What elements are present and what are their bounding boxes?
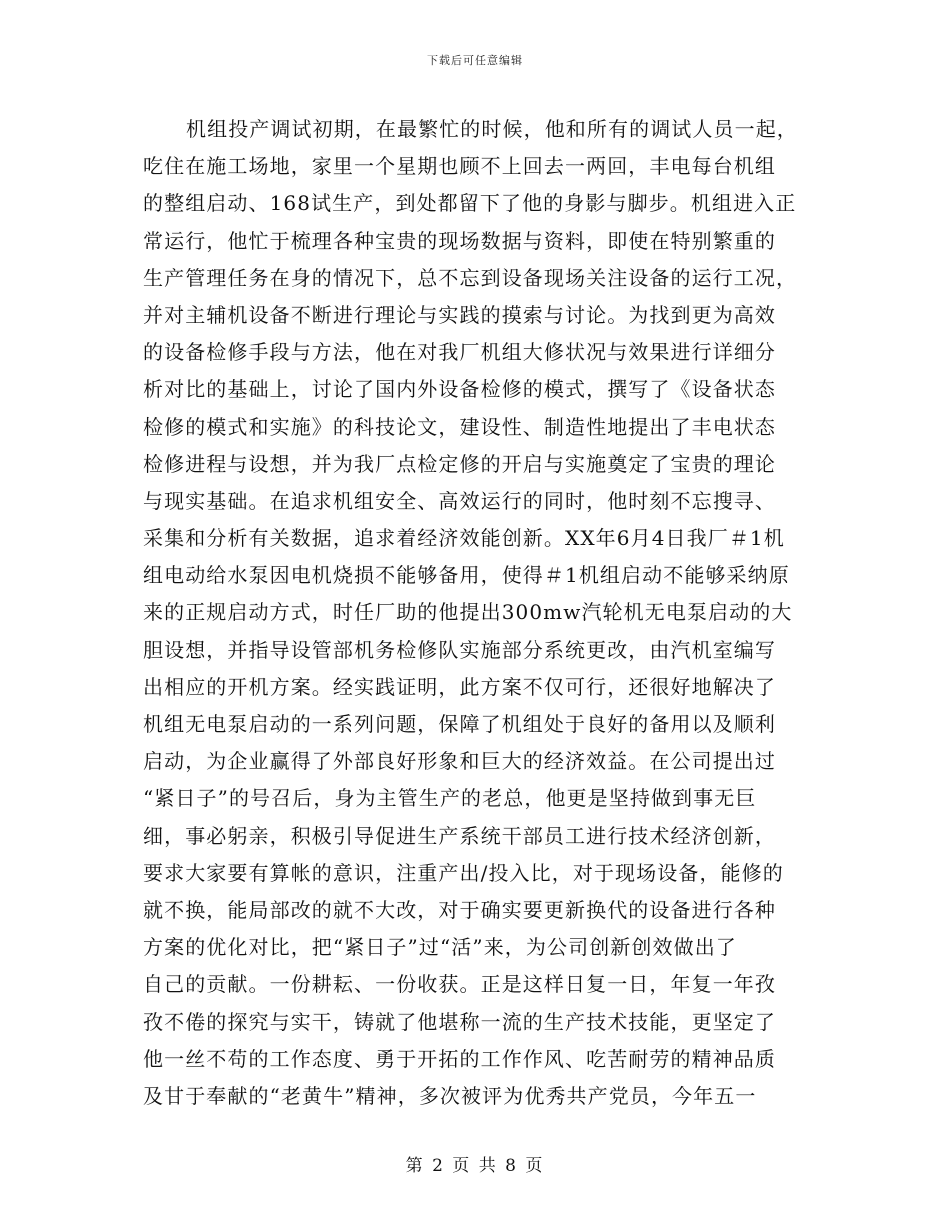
page-number: 第 2 页 共 8 页 [405, 1156, 545, 1176]
text-line: 出相应的开机方案。经实践证明，此方案不仅可行，还很好地解决了 [143, 674, 776, 699]
text-line: 与现实基础。在追求机组安全、高效运行的同时，他时刻不忘搜寻、 [143, 488, 776, 513]
text-line: 细，事必躬亲，积极引导促进生产系统干部员工进行技术经济创新， [143, 823, 776, 848]
text-line: 并对主辅机设备不断进行理论与实践的摸索与讨论。为找到更为高效 [143, 302, 776, 327]
text-line: 检修进程与设想，并为我厂点检定修的开启与实施奠定了宝贵的理论 [143, 451, 776, 476]
text-line: 采集和分析有关数据，追求着经济效能创新。XX年6月4日我厂＃1机 [143, 526, 785, 551]
text-line: “紧日子”的号召后，身为主管生产的老总，他更是坚持做到事无巨 [143, 786, 757, 811]
text-line: 孜不倦的探究与实干，铸就了他堪称一流的生产技术技能，更坚定了 [143, 1009, 776, 1034]
text-line: 机组投产调试初期，在最繁忙的时候，他和所有的调试人员一起， [186, 117, 798, 141]
text-line: 自己的贡献。一份耕耘、一份收获。正是这样日复一日，年复一年孜 [143, 972, 776, 997]
text-line: 吃住在施工场地，家里一个星期也顾不上回去一两回，丰电每台机组 [143, 154, 776, 179]
text-line: 就不换，能局部改的就不大改，对于确实要更新换代的设备进行各种 [143, 897, 776, 922]
text-line: 常运行，他忙于梳理各种宝贵的现场数据与资料，即使在特别繁重的 [143, 228, 776, 253]
text-line: 他一丝不苟的工作态度、勇于开拓的工作作风、吃苦耐劳的精神品质 [143, 1046, 776, 1071]
text-line: 生产管理任务在身的情况下，总不忘到设备现场关注设备的运行工况， [143, 265, 798, 290]
text-line: 及甘于奉献的“老黄牛”精神，多次被评为优秀共产党员，今年五一 [143, 1083, 757, 1108]
text-line: 启动，为企业赢得了外部良好形象和巨大的经济效益。在公司提出过 [143, 749, 776, 774]
text-line: 检修的模式和实施》的科技论文，建设性、制造性地提出了丰电状态 [143, 414, 776, 439]
body-paragraph [143, 111, 813, 1115]
text-line: 机组无电泵启动的一系列问题，保障了机组处于良好的备用以及顺利 [143, 712, 776, 736]
text-line: 要求大家要有算帐的意识，注重产出/投入比，对于现场设备，能修的 [143, 860, 784, 885]
text-line: 胆设想，并指导设管部机务检修队实施部分系统更改，由汽机室编写 [143, 637, 776, 662]
text-line: 来的正规启动方式，时任厂助的他提出300mw汽轮机无电泵启动的大 [143, 600, 793, 625]
text-line: 方案的优化对比，把“紧日子”过“活”来，为公司创新创效做出了 [143, 935, 737, 960]
text-line: 组电动给水泵因电机烧损不能够备用，使得＃1机组启动不能够采纳原 [143, 563, 790, 588]
text-line: 析对比的基础上，讨论了国内外设备检修的模式，撰写了《设备状态 [143, 377, 776, 402]
page-header: 下载后可任意编辑 [427, 54, 523, 67]
text-line: 的设备检修手段与方法，他在对我厂机组大修状况与效果进行详细分 [143, 340, 776, 365]
text-line: 的整组启动、168试生产，到处都留下了他的身影与脚步。机组进入正 [143, 191, 797, 216]
